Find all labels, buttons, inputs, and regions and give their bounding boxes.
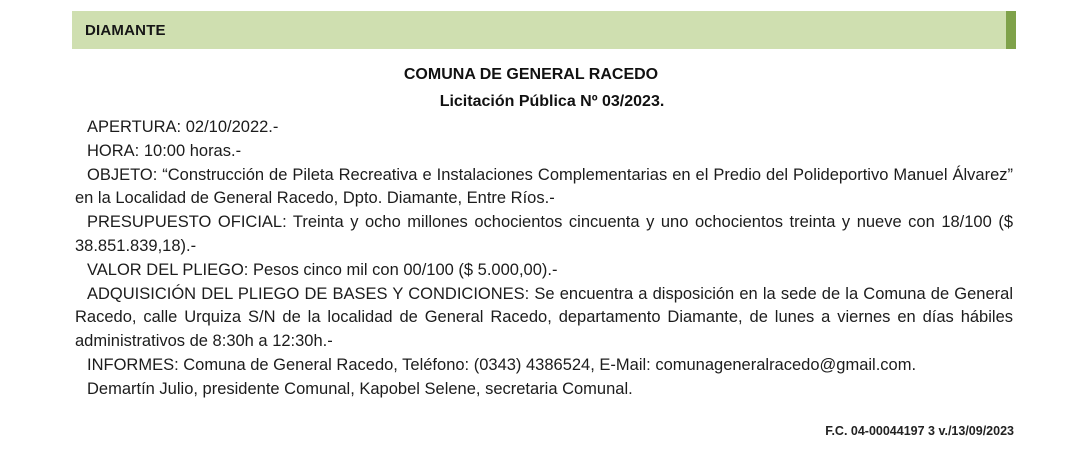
section-header-bar bbox=[72, 11, 1016, 49]
paragraph-hora: HORA: 10:00 horas.- bbox=[87, 141, 242, 160]
paragraph-firmantes: Demartín Julio, presidente Comunal, Kapobel Selene, secretaria Comunal. bbox=[87, 379, 633, 398]
footer-reference: F.C. 04-00044197 3 v./13/09/2023 bbox=[825, 424, 1014, 438]
paragraph-informes: INFORMES: Comuna de General Racedo, Teléfono: (0343) 4386524, E-Mail: comunageneralracedo@gmail.com. bbox=[87, 355, 917, 374]
paragraph-objeto: OBJETO: “Construcción de Pileta Recreativa e Instalaciones Complementarias en el Predio del Polideportivo Manuel Álvarez” en la Localidad de General Racedo, Dpto. Diamante, Entre Ríos.- bbox=[75, 165, 1013, 208]
notice-title: COMUNA DE GENERAL RACEDO bbox=[403, 66, 659, 83]
paragraph-valor-pliego: VALOR DEL PLIEGO: Pesos cinco mil con 00/100 ($ 5.000,00).- bbox=[87, 260, 558, 279]
section-label: DIAMANTE bbox=[85, 22, 166, 39]
notice-body bbox=[75, 116, 1013, 402]
paragraph-apertura: APERTURA: 02/10/2022.- bbox=[87, 118, 279, 136]
paragraph-adquisicion: ADQUISICIÓN DEL PLIEGO DE BASES Y CONDICIONES: Se encuentra a disposición en la sede de la Comuna de General Racedo, calle Urquiza S/N de la localidad de General Racedo, departamento Diamante, de lunes a viernes en días hábiles administrativos de 8:30h a 12:30h.- bbox=[75, 284, 1013, 351]
paragraph-presupuesto: PRESUPUESTO OFICIAL: Treinta y ocho millones ochocientos cincuenta y uno ochocientos treinta y nueve con 18/100 ($ 38.851.839,18).- bbox=[75, 213, 1013, 255]
notice-subtitle: Licitación Pública Nº 03/2023. bbox=[439, 93, 665, 110]
